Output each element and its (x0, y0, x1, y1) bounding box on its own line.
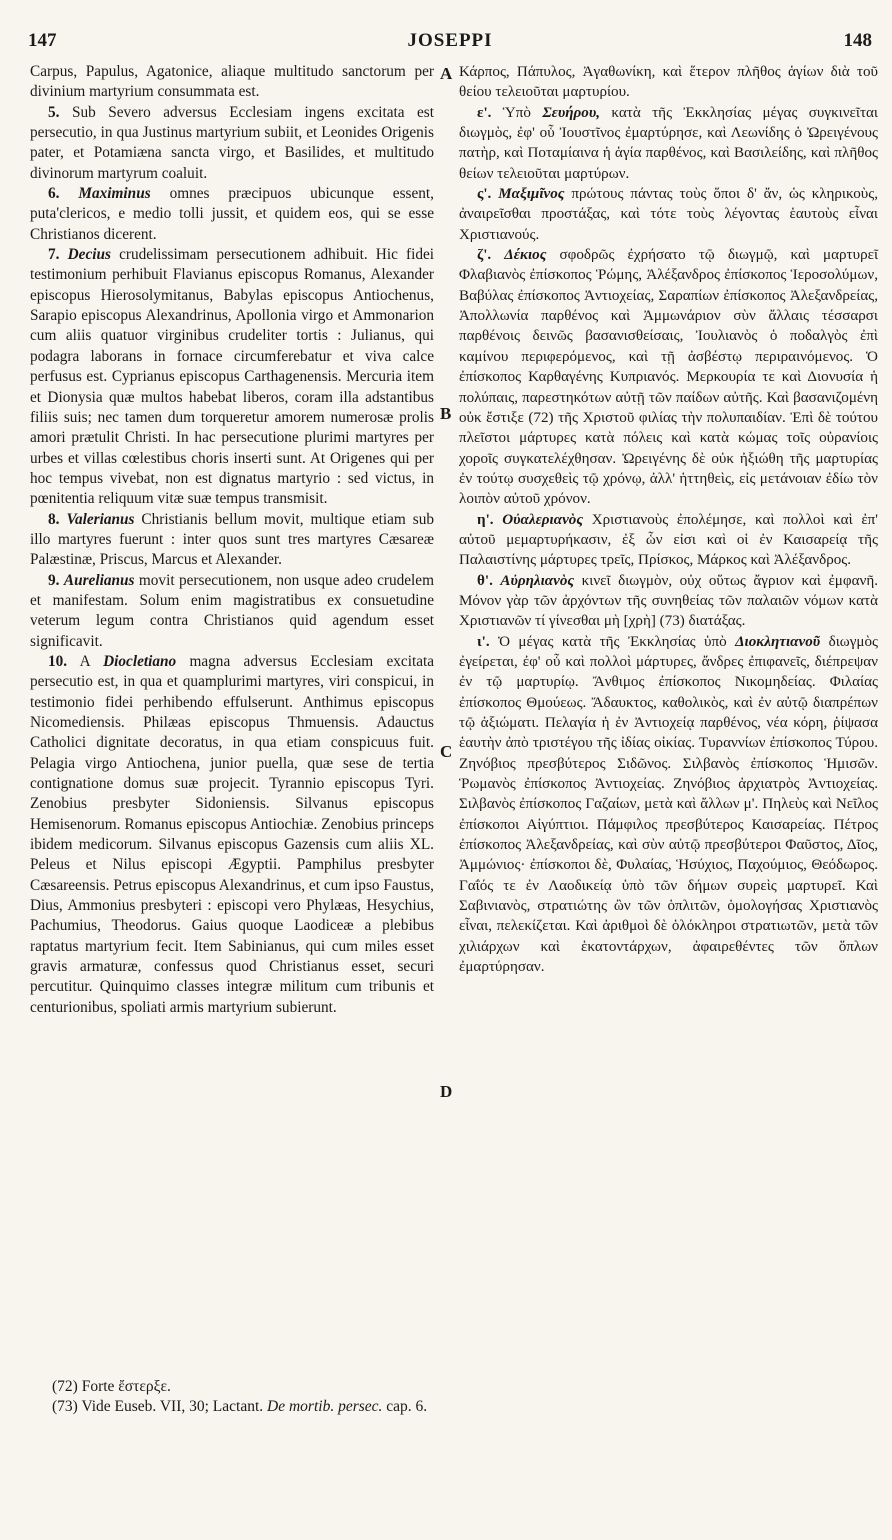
emperor-name: Δέκιος (504, 247, 547, 264)
emperor-name: Μαξιμῖνος (498, 186, 565, 203)
greek-paragraph-7 (459, 245, 878, 509)
footnotes (52, 1377, 852, 1417)
section-number: ε'. (477, 104, 492, 121)
footnote-72 (52, 1377, 852, 1397)
latin-paragraph-intro: Carpus, Papulus, Agatonice, aliaque multitudo sanctorum per divinium martyrium consummata est. (30, 63, 434, 101)
emperor-name: Decius (67, 246, 111, 264)
footnote-number: (73) (52, 1398, 78, 1415)
page-number-right: 148 (843, 30, 872, 51)
section-number: 7. (48, 246, 60, 264)
paragraph-text: crudelissimam persecutionem adhibuit. Hic fidei testimonium perhibuit Flavianus episcopus Romanus, Alexander episcopus Hierosolymitanus, Babylas episcopus Antiochenus, Sarapio episcopus Alexandrinus, Apollonia virgo et Ammonarion cum aliis quatuor virginibus crudeliter tortis : Julianus, qui podagra laborans in fornace circumferebatur et viva calce perfusus est. Cyprianus episcopus Carthagenensis. Mercuria item et Dionysia quæ multos habebat liberos, coram illa adstantibus filiis suis; nec tamen dum torqueretur amorem numerosæ prolis amori prætulit Christi. In hac persecutione plurimi martyres per urbes et villas cœlestibus choris inserti sunt. At Origenes qui per hoc tempus vivebat, non est dignatus martyrio : sed victus, in pœnitentia reliquum vitæ suæ tempus transmisit. (30, 246, 435, 508)
emperor-name: Διοκλητιανοῦ (735, 633, 821, 650)
emperor-name: Aurelianus (63, 571, 135, 589)
greek-paragraph-8 (459, 510, 878, 571)
paragraph-text: omnes præcipuos ubicunque essent, puta'clericos, e medio tolli jussit, et quidem eos, qui se esse Christianos dicerent. (30, 185, 434, 243)
paragraph-text: Sub Severo adversus Ecclesiam ingens excitata est persecutio, in qua Justinus martyrium subiit, et Leonides Origenis pater, et Potamiæna sancta virgo, et Basilides, et multitudo divinorum martyrum coaluit. (30, 103, 434, 182)
paragraph-text: Χριστιανοὺς ἐπολέμησε, καὶ πολλοὶ καὶ ἐπ' αὐτοῦ μεμαρτυρήκασιν, ἐξ ὧν εἰσι καὶ οἱ ἐν Καισαρείᾳ τῆς Παλαιστίνης μάρτυρες τρεῖς, Πρίσκος, Μάρκος καὶ Ἀλέξανδρος. (459, 511, 878, 569)
latin-paragraph-5 (30, 103, 434, 184)
footnote-text: Forte ἔστερξε. (81, 1378, 171, 1395)
section-number: ς'. (477, 186, 492, 203)
paragraph-prefix: Ὁ μέγας κατὰ τῆς Ἐκκλησίας ὑπὸ (498, 633, 727, 650)
paragraph-text: σφοδρῶς ἐχρήσατο τῷ διωγμῷ, καὶ μαρτυρεῖ Φλαβιανὸς ἐπίσκοπος Ῥώμης, Ἀλέξανδρος ἐπίσκοπος Ἱεροσολύμων, Βαβύλας ἐπίσκοπος Ἀντιοχείας, Σαραπίων ἐπίσκοπος Ἀλεξανδρείας, Ἀπολλωνία παρθένος καὶ Ἀμμωνάριον σὺν ἄλλαις τέσσαρσι παρθένοις δεινῶς βασανισθείσαις, Ἰουλιανὸς ὁ ποδαλγὸς ἐπὶ καμίνου περιφερόμενος, καὶ τῇ ἀσβέστῳ περιραινόμενος. Ὁ ἐπίσκοπος Καρθαγένης Κυπριανός. Μερκουρία τε καὶ Διονυσία ἡ πολύπαις, παρεστηκότων αὐτῇ τῶν παίδων αὐτῆς. Καὶ βασανιζομένη οὐκ ἔστιξε (72) τῆς Χριστοῦ φιλίας τὴν πολυπαιδίαν. Ἐπὶ δὲ τούτου πλεῖστοι μάρτυρες κατὰ πόλεις καὶ κατὰ κώμας τοῖς οὐρανίοις χοροῖς συγκατελέχθησαν. Ὠρειγένης δὲ οὐκ ἠξιώθη τῆς μαρτυρίας ἐν τούτῳ συσχεθεὶς τῷ χρόνῳ, ἀλλ' ἡττηθεὶς, εἰς μετάνοιαν ἐδίω τὸν λοιπὸν αὐτοῦ χρόνον. (459, 247, 879, 508)
margin-letter-b: B (440, 404, 452, 423)
latin-paragraph-10 (30, 652, 434, 1018)
paragraph-text: Christianis bellum movit, multique etiam sub illo martyres fuerunt : inter quos sunt tres martyres Cæsareæ Palæstinæ, Priscus, Marcus et Alexander. (30, 510, 435, 569)
latin-paragraph-8 (30, 510, 434, 571)
section-number: 6. (48, 185, 60, 203)
greek-column (459, 62, 878, 977)
section-number: ι'. (477, 633, 490, 650)
margin-letter-a: A (440, 64, 453, 83)
emperor-name: Maximinus (78, 185, 151, 203)
footnote-73 (52, 1397, 852, 1417)
page-number-left: 147 (28, 30, 57, 51)
paragraph-prefix: Ὑπὸ (502, 104, 531, 121)
paragraph-text: κατὰ τῆς Ἐκκλησίας μέγας συγκινεῖται διωγμὸς, ἐφ' οὗ Ἰουστῖνος ἐμαρτύρησε, καὶ Λεωνίδης ὁ Ὠρειγένους πατὴρ, καὶ Ποταμίαινα ἡ ἁγία παρθένος, καὶ Βασιλείδης, καὶ πλῆθος θείων τελειοῦται μαρτύρων. (459, 104, 878, 182)
section-number: ζ'. (477, 247, 492, 264)
section-number: η'. (477, 511, 494, 528)
margin-letter-d: D (440, 1082, 453, 1101)
greek-paragraph-5 (459, 103, 878, 184)
section-number: θ'. (477, 572, 493, 589)
section-number: 5. (48, 103, 60, 121)
section-number: 10. (48, 652, 68, 670)
paragraph-text: διωγμὸς ἐγείρεται, ἐφ' οὗ καὶ πολλοὶ μάρτυρες, ἄνδρες ἐπιφανεῖς, διέπρεψαν ἐν τῷ μαρτυρίῳ. Ἄνθιμος ἐπίσκοπος Νικομηδείας. Φιλαίας ἐπίσκοπος Θμούεως. Ἄδαυκτος, καθολικὸς, καὶ ἐν αὐτῷ διαπρέπων τῷ ἀξιώματι. Πελαγία ἡ ἐν Ἀντιοχείᾳ παρθένος, νέα κόρη, ῥίψασα ἑαυτὴν ἀπὸ τριστέγου τῆς ἰδίας οἰκίας. Τυραννίων ἐπίσκοπος Τύρου. Ζηνόβιος πρεσβύτερος Σιδῶνος. Σιλβανὸς ἐπίσκοπος Ἡμισῶν. Ῥωμανὸς ἐπίσκοπος Ἀντιοχείας. Ζηνόβιος ἀρχιατρὸς Ἀντιοχείας. Σιλβανὸς ἐπίσκοπος Γαζαίων, μετὰ καὶ ἄλλων μ'. Πηλεὺς καὶ Νεῖλος ἐπίσκοποι Αἰγύπτιοι. Πάμφιλος πρεσβύτερος Καισαρείας. Πέτρος ἐπίσκοπος Ἀλεξανδρείας, καὶ σὺν αὐτῷ πρεσβύτεροι Φαῦστος, Δῖος, Ἀμμώνιος· ἐπίσκοποι δὲ, Φυλαίας, Ἡσύχιος, Παχούμιος, Θεόδωρος. Γαΐός τε ἐν Λαοδικείᾳ ὑπὸ τῶν δήμων συρεὶς μαρτυρεῖ. Καὶ Σαβινιανὸς, στρατιώτης ὢν τῶν ὁπλιτῶν, ὁμολογήσας Χριστιανὸς εἶναι, πελεκίζεται. Καὶ ἀριθμοὶ δὲ ὁλόκληροι στρατιωτῶν, μετὰ τῶν χιλιάρχων καὶ ἑκατοντάρχων, ἀφαιρεθέντες τῶν ὅπλων ἐμαρτύρησαν. (459, 633, 878, 976)
emperor-name: Valerianus (66, 510, 135, 528)
footnote-text: Vide Euseb. VII, 30; Lactant. (81, 1398, 264, 1415)
paragraph-text: κινεῖ διωγμὸν, οὐχ οὕτως ἄγριον καὶ ἐμφανῆ. Μόνον γὰρ τῶν ἀρχόντων τῆς συνηθείας τῶν παλαιῶν νόμων κατὰ Χριστιανῶν τί γίνεσθαι μὴ [χρὴ] (73) διατάξας. (459, 572, 878, 630)
section-number: 9. (48, 571, 60, 589)
running-title: JOSEPPI (407, 30, 493, 51)
footnote-text: cap. 6. (386, 1398, 428, 1415)
greek-paragraph-9 (459, 571, 878, 632)
greek-paragraph-10 (459, 632, 878, 978)
paragraph-text: movit persecutionem, non usque adeo crudelem et manifestam. Solum enim magistratibus ex consuetudine veterum legum contra Christianos quid agendum esset significavit. (30, 571, 434, 650)
running-header (28, 30, 872, 56)
emperor-name: Σευήρου, (542, 104, 601, 121)
footnote-work-title: De mortib. persec. (267, 1398, 383, 1415)
greek-paragraph-6 (459, 184, 878, 245)
latin-column (30, 62, 434, 1018)
margin-letter-c: C (440, 742, 453, 761)
footnote-number: (72) (52, 1378, 78, 1395)
greek-paragraph-intro: Κάρπος, Πάπυλος, Ἀγαθωνίκη, καὶ ἕτερον πλῆθος ἁγίων διὰ τοῦ θείου τελειοῦται μαρτυρίου. (459, 64, 878, 101)
paragraph-prefix: A (79, 652, 90, 670)
paragraph-text: magna adversus Ecclesiam excitata persecutio est, in qua et quamplurimi martyres, viri conspicui, in testimonio fidei perhibendo effulserunt. Anthimus episcopus Nicomediensis. Philæas episcopus Thmuensis. Adauctus Catholici dignitate decoratus, in qua etiam conspicuus fuit. Pelagia virgo Antiochena, junior puella, quæ sese de tertia contignatione domus suæ projecit. Tyrannio episcopus Tyri. Zenobius presbyter Sidoniensis. Silvanus episcopus Hemisenorum. Romanus episcopus Antiochiæ. Zenobius princeps ibidem medicorum. Silvanus episcopus Gazensis cum aliis XL. Peleus et Nilus episcopi Ægyptii. Pamphilus presbyter Cæsareensis. Petrus episcopus Alexandrinus, et cum ipso Faustus, Dius, Ammonius presbyteri : episcopi vero Phylæas, Hesychius, Pachumius, Theodorus. Gaius quoque Laodiceæ a plebibus raptatus martyrium fecit. Item Sabinianus, qui cum miles esset gravis armaturæ, confessus quod Christianus esset, securi percutitur. Quinquimo classes integræ militum cum tribunis et centurionibus, spoliati armis martyrium subierunt. (30, 652, 435, 1016)
emperor-name: Οὐαλεριανὸς (502, 511, 584, 528)
paragraph-text: πρώτους πάντας τοὺς ὅποι δ' ἄν, ὡς κληρικοὺς, ἀναιρεῖσθαι προστάξας, καὶ τότε τοὺς λέγοντας ἑαυτοὺς εἶναι Χριστιανούς. (459, 186, 879, 243)
emperor-name: Diocletiano (103, 652, 177, 670)
emperor-name: Αὐρηλιανὸς (500, 572, 575, 589)
latin-paragraph-9 (30, 571, 434, 652)
latin-paragraph-6 (30, 184, 434, 245)
latin-paragraph-7 (30, 245, 434, 509)
section-number: 8. (48, 510, 60, 528)
